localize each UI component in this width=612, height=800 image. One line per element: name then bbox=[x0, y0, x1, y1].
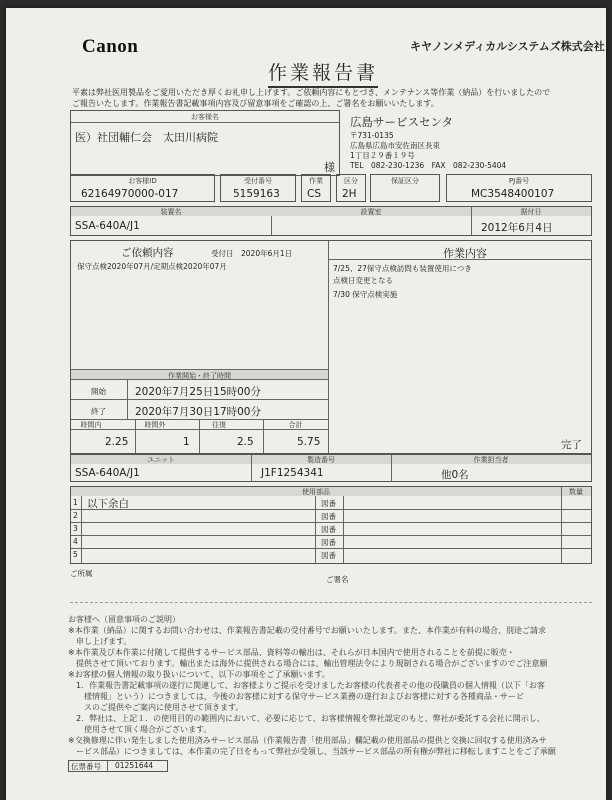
unit-row bbox=[70, 454, 592, 482]
out-hours: 1 bbox=[183, 436, 190, 448]
notes-line: 1．作業報告書記載事項の遂行に関連して、お客様よりご提示を受けましたお客様の代表者その他の役職員の個人情報（以下「お客 bbox=[68, 681, 545, 690]
notes-title: お客様へ（留意事項のご説明） bbox=[68, 615, 180, 624]
unit-model: SSA-640A/J1 bbox=[75, 467, 140, 479]
start-time: 2020年7月25日15時00分 bbox=[135, 386, 261, 398]
staff-label: 作業担当者 bbox=[473, 456, 509, 464]
parts-row-number: 5 bbox=[73, 550, 78, 559]
customer-name: 医）社団輔仁会 太田川病院 bbox=[75, 131, 218, 144]
work-type: CS bbox=[307, 188, 321, 200]
company-name: キヤノンメディカルシステムズ株式会社 bbox=[410, 40, 605, 53]
intro-line-1: 平素は弊社医用製品をご愛用いただき厚くお礼申し上げます。ご依頼内容にもとづき、メンテナンス等作業（納品）を行いましたので bbox=[72, 88, 551, 97]
request-title: ご依頼内容 bbox=[121, 247, 174, 259]
in-hours: 2.25 bbox=[105, 436, 129, 448]
notes-line: ※お客様の個人情報の取り扱いについて、以下の事項をご了承願います。 bbox=[68, 670, 330, 679]
slip-label: 伝票番号 bbox=[71, 762, 101, 771]
notes-line: 2．弊社は、上記１．の使用目的の範囲内において、必要に応じて、お客様情報を弊社認定のもと、弊社が委託する会社に開示し、 bbox=[68, 714, 545, 723]
end-label: 終了 bbox=[91, 407, 106, 416]
content-box bbox=[70, 240, 592, 454]
work-line-3: 7/30 保守点検実施 bbox=[333, 290, 398, 299]
drawing-label: 図番 bbox=[321, 538, 336, 547]
report-sheet bbox=[6, 8, 606, 800]
signature-label: ご署名 bbox=[326, 575, 349, 584]
drawing-label: 図番 bbox=[321, 499, 336, 508]
work-type-box bbox=[301, 174, 331, 202]
work-done: 完了 bbox=[561, 439, 582, 451]
out-hours-label: 時間外 bbox=[144, 421, 166, 429]
time-header: 作業開始・終了時間 bbox=[168, 372, 231, 380]
travel-hours-label: 往復 bbox=[212, 421, 226, 429]
reception-no-label: 受付番号 bbox=[244, 177, 272, 185]
affiliation-label: ご所属 bbox=[70, 569, 93, 578]
travel-hours: 2.5 bbox=[237, 436, 254, 448]
reception-no-box bbox=[220, 174, 296, 202]
device-name-label: 装置名 bbox=[160, 208, 182, 216]
notes-line: 使用させて頂く場合がございます。 bbox=[68, 725, 212, 734]
end-time: 2020年7月30日17時00分 bbox=[135, 406, 261, 418]
received-date: 2020年6月1日 bbox=[241, 249, 293, 258]
drawing-label: 図番 bbox=[321, 525, 336, 534]
serial-label: 製造番号 bbox=[307, 456, 335, 464]
slip-number: 01251644 bbox=[115, 761, 154, 770]
serial-number: J1F1254341 bbox=[261, 467, 324, 479]
work-line-1: 7/25、27保守点検訪問も装置使用につき bbox=[333, 264, 472, 273]
parts-header: 使用部品 bbox=[302, 488, 330, 496]
parts-row-number: 1 bbox=[73, 498, 78, 507]
qty-label: 数量 bbox=[569, 488, 583, 496]
install-date: 2012年6月4日 bbox=[481, 222, 553, 234]
drawing-label: 図番 bbox=[321, 551, 336, 560]
warranty-box bbox=[370, 174, 440, 202]
pj-box bbox=[446, 174, 592, 202]
page-title: 作業報告書 bbox=[268, 58, 378, 88]
received-label: 受付日 bbox=[211, 249, 234, 258]
reception-no: 5159163 bbox=[233, 188, 280, 200]
parts-row-number: 3 bbox=[73, 524, 78, 533]
device-row bbox=[70, 206, 592, 236]
intro-line-2: ご報告いたします。作業報告書記載事項内容及び留意事項をご確認の上、ご署名をお願いいたします。 bbox=[72, 99, 439, 108]
work-line-2: 点検日変更となる bbox=[333, 276, 393, 285]
notes-line: 申し上げます。 bbox=[68, 637, 132, 646]
total-hours-label: 合計 bbox=[288, 421, 303, 429]
customer-honorific: 様 bbox=[324, 161, 335, 174]
notes-line: ※本作業及び本作業に付随して提供するサービス部品、資料等の輸出は、それらが日本国内で使用されることを前提に販売・ bbox=[68, 648, 515, 657]
customer-id-label: お客様ID bbox=[128, 177, 157, 185]
work-title: 作業内容 bbox=[443, 247, 487, 260]
location-label: 設置室 bbox=[360, 208, 382, 216]
install-date-label: 据付日 bbox=[520, 208, 542, 216]
parts-row-number: 4 bbox=[73, 537, 78, 546]
drawing-label: 図番 bbox=[321, 512, 336, 521]
request-text: 保守点検2020年07月/定期点検2020年07月 bbox=[77, 262, 227, 271]
pj-number: MC3548400107 bbox=[471, 188, 555, 200]
service-center-tel: TEL 082-230-1236 FAX 082-230-5404 bbox=[350, 161, 507, 170]
notes-line: 様情報」という）につきましては、今後のお客様に対する保守サービス業務の遂行およびお客様に対する各種商品・サービ bbox=[68, 692, 524, 701]
notes-line: ※交換修理に伴い発生しました使用済みサービス部品（作業報告書「使用部品」欄記載の使用部品の提供と交換に回収する使用済みサ bbox=[68, 736, 547, 745]
notes-line: ービス部品）につきましては、本作業の完了日をもって弊社が受領し、当該サービス部品の所有権が弊社に移転しますことをご了承願 bbox=[68, 747, 556, 756]
in-hours-label: 時間内 bbox=[80, 421, 102, 429]
work-type-label: 作業 bbox=[309, 177, 323, 185]
customer-label: お客様名 bbox=[191, 113, 219, 121]
notes-line: 提供させて頂いております。輸出または海外に提供される場合には、輸出管理法令により規制される場合がございますのでご注意願 bbox=[68, 659, 548, 668]
parts-table bbox=[70, 486, 592, 564]
canon-logo: Canon bbox=[82, 36, 139, 57]
category-box bbox=[336, 174, 366, 202]
category-label: 区分 bbox=[344, 177, 358, 185]
total-hours: 5.75 bbox=[297, 436, 321, 448]
slip-box bbox=[68, 760, 168, 772]
customer-box bbox=[70, 110, 340, 176]
service-center-address1: 広島県広島市安佐南区長束 bbox=[350, 141, 440, 150]
unit-label: ユニット bbox=[147, 456, 175, 464]
parts-none: 以下余白 bbox=[87, 498, 129, 510]
notes-line: スのご提供やご案内に使用させて頂きます。 bbox=[68, 703, 244, 712]
category: 2H bbox=[342, 188, 357, 200]
warranty-label: 保証区分 bbox=[391, 177, 419, 185]
staff: 他0名 bbox=[441, 469, 469, 481]
service-center-name: 広島サービスセンタ bbox=[350, 115, 454, 129]
service-center-postal: 〒731-0135 bbox=[350, 131, 394, 140]
service-center-address2: 1丁目２９番１９号 bbox=[350, 151, 415, 160]
customer-id-box bbox=[70, 174, 215, 202]
device-name: SSA-640A/J1 bbox=[75, 220, 140, 232]
notes-line: ※本作業（納品）に関するお問い合わせは、作業報告書記載の受付番号でお願いいたします。また、本作業が有料の場合、別途ご請求 bbox=[68, 626, 547, 635]
start-label: 開始 bbox=[91, 387, 106, 396]
customer-id: 62164970000-017 bbox=[81, 188, 179, 200]
pj-label: PJ番号 bbox=[508, 177, 530, 185]
parts-row-number: 2 bbox=[73, 511, 78, 520]
